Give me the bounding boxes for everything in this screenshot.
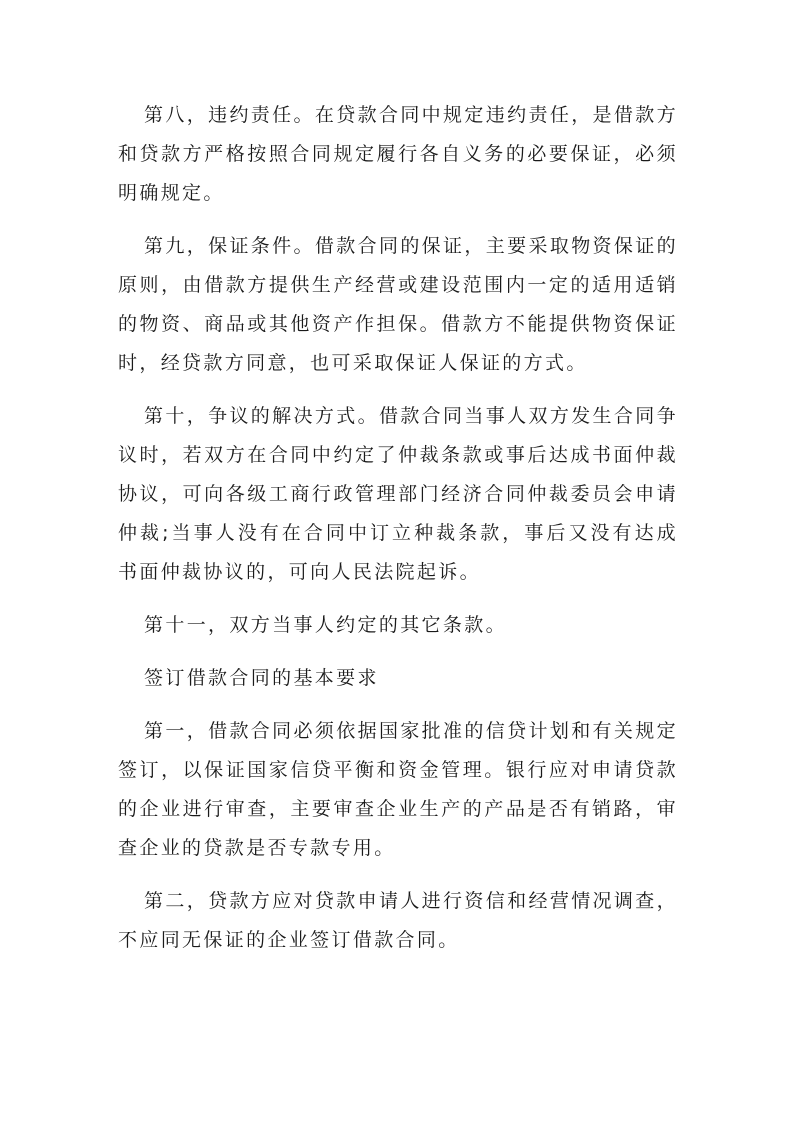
paragraph-guarantee-conditions: 第九，保证条件。借款合同的保证，主要采取物资保证的原则，由借款方提供生产经营或建设范围内一定的适用适销的物资、商品或其他资产作担保。借款方不能提供物资保证时，经贷款方同意，也可采取保证人保证的方式。: [118, 235, 678, 374]
paragraph-breach-liability: 第八，违约责任。在贷款合同中规定违约责任，是借款方和贷款方严格按照合同规定履行各自义务的必要保证，必须明确规定。: [118, 104, 678, 204]
section-heading: 签订借款合同的基本要求: [144, 667, 379, 689]
requirement-first: 第一，借款合同必须依据国家批准的信贷计划和有关规定签订，以保证国家信贷平衡和资金管理。银行应对申请贷款的企业进行审查，主要审查企业生产的产品是否有销路，审查企业的贷款是否专款专用。: [118, 720, 678, 859]
requirement-second: 第二，贷款方应对贷款申请人进行资信和经营情况调查，不应同无保证的企业签订借款合同。: [118, 890, 678, 951]
paragraph-dispute-resolution: 第十，争议的解决方式。借款合同当事人双方发生合同争议时，若双方在合同中约定了仲裁条款或事后达成书面仲裁协议，可向各级工商行政管理部门经济合同仲裁委员会申请仲裁;当事人没有在合同中订立种裁条款，事后又没有达成书面仲裁协议的，可向人民法院起诉。: [118, 405, 678, 583]
document-page: [118, 96, 678, 974]
paragraph-other-terms: 第十一，双方当事人约定的其它条款。: [144, 614, 507, 636]
